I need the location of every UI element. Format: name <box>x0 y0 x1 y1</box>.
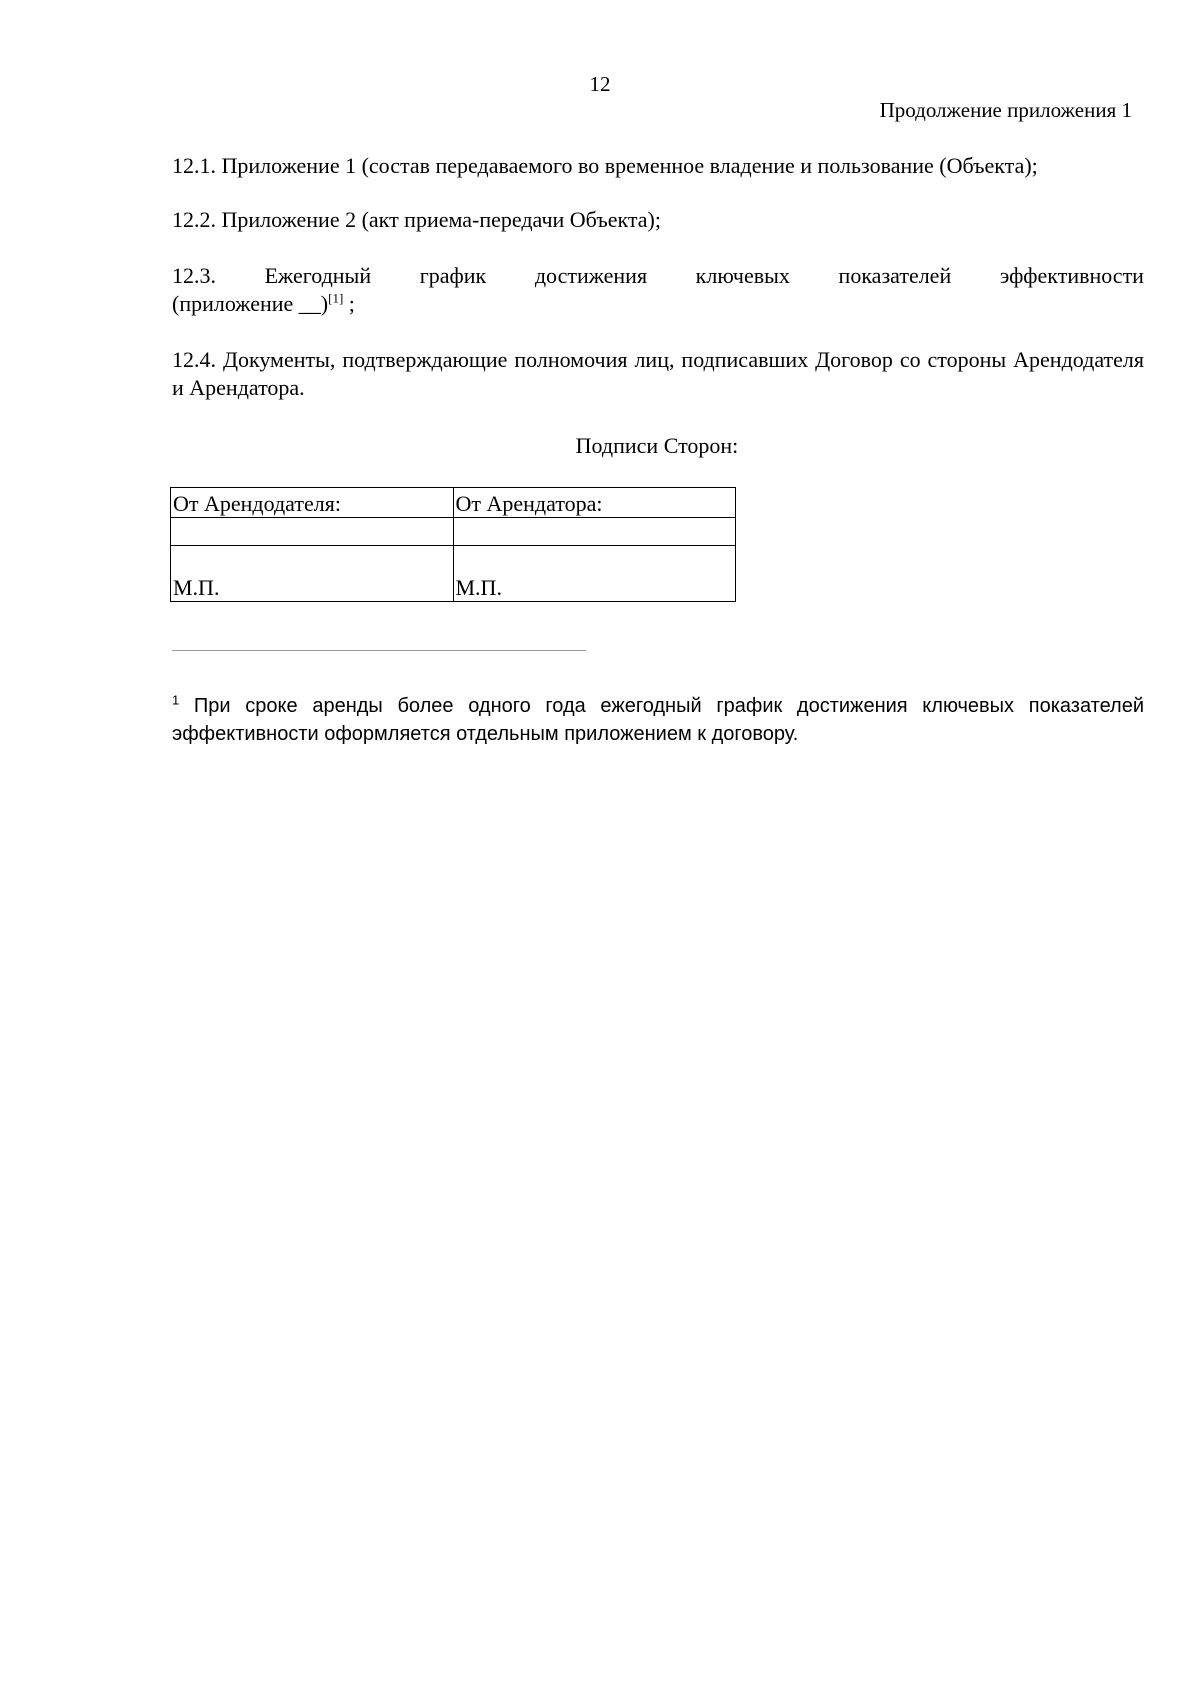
footnote-text: При сроке аренды более одного года ежегодный график достижения ключевых показателей эффективности оформляется отдельным приложением к договору. <box>172 695 1144 745</box>
clause-12-3 <box>172 262 1144 318</box>
clause-12-3-word: достижения <box>534 263 648 288</box>
signatures-table <box>170 487 736 602</box>
clause-12-3-line1 <box>172 262 1144 290</box>
clause-12-3-word: график <box>419 263 487 288</box>
footnote-1 <box>172 692 1144 748</box>
tenant-header-cell: От Арендатора: <box>453 488 736 518</box>
clause-12-4: 12.4. Документы, подтверждающие полномочия лиц, подписавших Договор со стороны Арендодателя и Арендатора. <box>172 347 1144 400</box>
clause-12-1: 12.1. Приложение 1 (состав передаваемого во временное владение и пользование (Объекта); <box>172 153 1038 178</box>
clause-12-3-word: ключевых <box>695 263 790 288</box>
clause-12-3-end: ; <box>343 291 355 316</box>
landlord-stamp-cell: М.П. <box>171 546 454 602</box>
clause-12-3-word: эффективности <box>999 263 1144 288</box>
signatures-stamp-row <box>171 546 736 602</box>
appendix-continuation-label: Продолжение приложения 1 <box>879 98 1132 122</box>
signatures-title: Подписи Сторон: <box>575 433 739 458</box>
footnote-divider <box>172 650 586 651</box>
footnote-reference-link[interactable]: [1] <box>328 290 344 306</box>
clause-12-3-word: Ежегодный <box>264 263 372 288</box>
tenant-signature-cell <box>453 518 736 546</box>
signatures-header-row <box>171 488 736 518</box>
footnote-marker: 1 <box>172 692 180 708</box>
landlord-header-cell: От Арендодателя: <box>171 488 454 518</box>
clause-12-3-line2 <box>172 290 1144 318</box>
signatures-name-row <box>171 518 736 546</box>
clause-12-3-word: показателей <box>838 263 952 288</box>
page-number: 12 <box>589 72 611 96</box>
clause-12-3-appendix-text: (приложение __) <box>172 291 329 316</box>
tenant-stamp-cell: М.П. <box>453 546 736 602</box>
clause-12-3-word: 12.3. <box>172 263 216 288</box>
clause-12-2: 12.2. Приложение 2 (акт приема-передачи Объекта); <box>172 207 661 232</box>
landlord-signature-cell <box>171 518 454 546</box>
